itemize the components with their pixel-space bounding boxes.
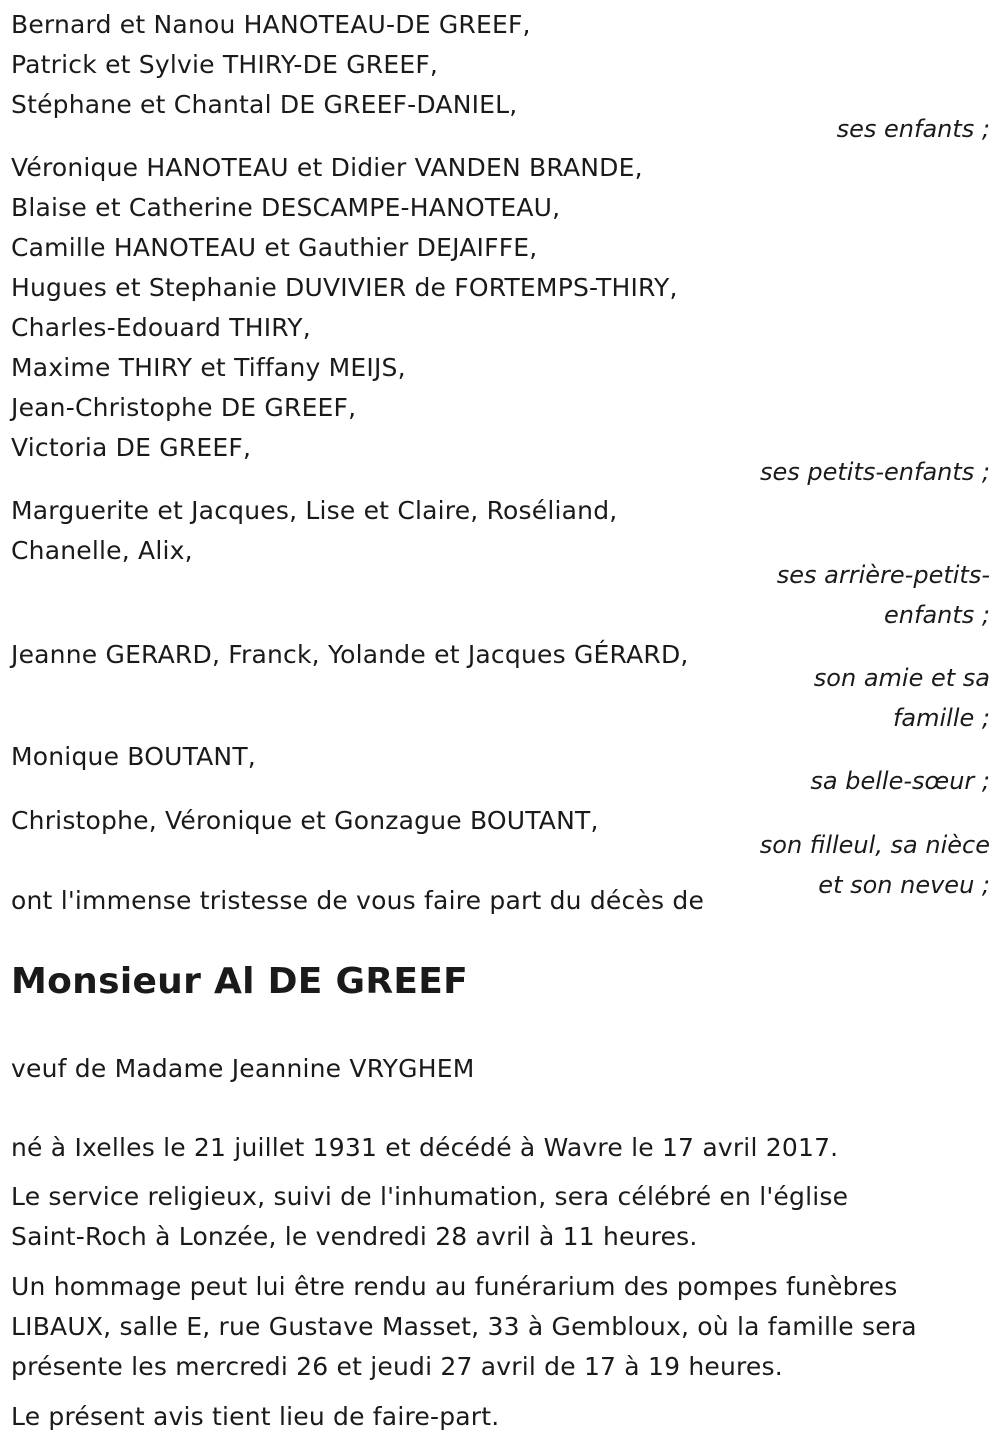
announcement-text: ont l'immense tristesse de vous faire part du décès de (11, 886, 705, 915)
relation-godchildren: son filleul, sa nièce (759, 831, 990, 859)
grandchild-name: Camille HANOTEAU et Gauthier DEJAIFFE, (11, 233, 538, 262)
tribute-info: présente les mercredi 26 et jeudi 27 avril de 17 à 19 heures. (11, 1352, 783, 1381)
relation-great-grandchildren: ses arrière-petits- (776, 561, 990, 589)
tribute-info: LIBAUX, salle E, rue Gustave Masset, 33 à Gembloux, où la famille sera (11, 1312, 917, 1341)
child-name: Patrick et Sylvie THIRY-DE GREEF, (11, 50, 439, 79)
grandchild-name: Maxime THIRY et Tiffany MEIJS, (11, 353, 406, 382)
great-grandchild-names: Marguerite et Jacques, Lise et Claire, Roséliand, (11, 496, 618, 525)
relation-grandchildren: ses petits-enfants ; (759, 458, 990, 486)
deceased-name: Monsieur Al DE GREEF (11, 961, 469, 1002)
closing-note: Le présent avis tient lieu de faire-part. (11, 1402, 500, 1431)
tribute-info: Un hommage peut lui être rendu au funérarium des pompes funèbres (11, 1272, 898, 1301)
friend-names: Jeanne GERARD, Franck, Yolande et Jacques GÉRARD, (11, 640, 689, 669)
widower-of: veuf de Madame Jeannine VRYGHEM (11, 1054, 475, 1083)
godchildren-names: Christophe, Véronique et Gonzague BOUTANT, (11, 806, 599, 835)
grandchild-name: Véronique HANOTEAU et Didier VANDEN BRANDE, (11, 153, 643, 182)
birth-death-dates: né à Ixelles le 21 juillet 1931 et décédé à Wavre le 17 avril 2017. (11, 1133, 839, 1162)
relation-friend: famille ; (892, 704, 990, 732)
great-grandchild-names: Chanelle, Alix, (11, 536, 193, 565)
sister-in-law-name: Monique BOUTANT, (11, 742, 256, 771)
relation-sister-in-law: sa belle-sœur ; (810, 767, 990, 795)
grandchild-name: Jean-Christophe DE GREEF, (11, 393, 357, 422)
relation-children: ses enfants ; (836, 115, 990, 143)
grandchild-name: Victoria DE GREEF, (11, 433, 252, 462)
relation-godchildren: et son neveu ; (818, 871, 990, 899)
grandchild-name: Charles-Edouard THIRY, (11, 313, 311, 342)
child-name: Stéphane et Chantal DE GREEF-DANIEL, (11, 90, 518, 119)
service-info: Saint-Roch à Lonzée, le vendredi 28 avril à 11 heures. (11, 1222, 698, 1251)
grandchild-name: Hugues et Stephanie DUVIVIER de FORTEMPS-THIRY, (11, 273, 678, 302)
relation-friend: son amie et sa (813, 664, 990, 692)
service-info: Le service religieux, suivi de l'inhumation, sera célébré en l'église (11, 1182, 849, 1211)
relation-great-grandchildren: enfants ; (884, 601, 990, 629)
grandchild-name: Blaise et Catherine DESCAMPE-HANOTEAU, (11, 193, 561, 222)
child-name: Bernard et Nanou HANOTEAU-DE GREEF, (11, 10, 531, 39)
